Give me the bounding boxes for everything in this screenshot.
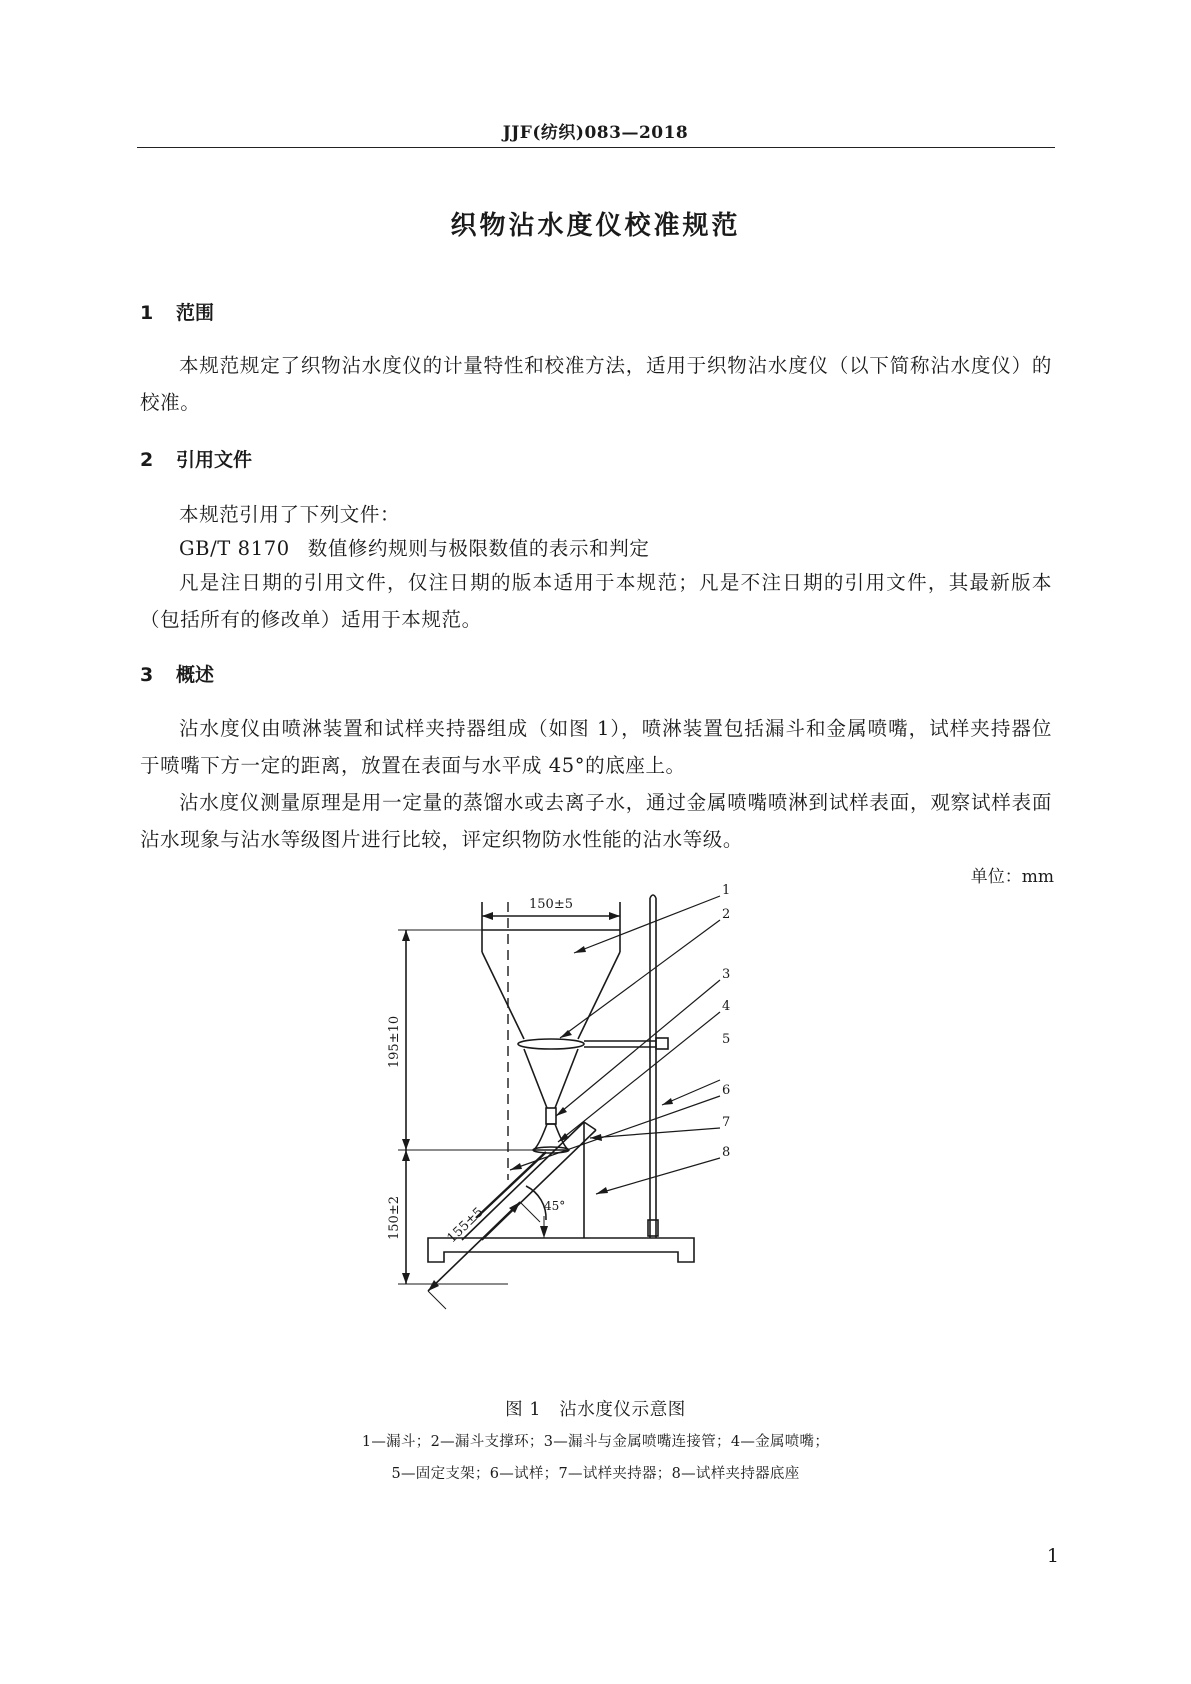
funnel-cone-left xyxy=(482,952,524,1039)
section-3-paragraph-1: 沾水度仪由喷淋装置和试样夹持器组成（如图 1），喷淋装置包括漏斗和金属喷嘴，试样夹持器位于喷嘴下方一定的距离，放置在表面与水平成 45°的底座上。 xyxy=(140,717,1052,777)
dim-funnel-width-label: 150±5 xyxy=(529,897,573,912)
section-1-heading xyxy=(140,298,214,325)
section-2-heading xyxy=(140,445,252,472)
funnel-support-ring xyxy=(518,1039,584,1049)
section-1-number: 1 xyxy=(140,302,154,324)
dim-specimen-distance-label: 155±5 xyxy=(444,1204,487,1247)
callout-2: 2 xyxy=(722,907,731,922)
document-code-header: JJF(纺织)083—2018 xyxy=(502,123,689,143)
reference-name: 数值修约规则与极限数值的表示和判定 xyxy=(307,537,650,560)
reference-entry xyxy=(179,533,649,561)
specimen-holder-back xyxy=(482,1130,596,1240)
section-2-number: 2 xyxy=(140,449,154,471)
instrument-base xyxy=(428,1238,694,1262)
section-3-heading xyxy=(140,660,214,687)
callout-1: 1 xyxy=(722,883,731,898)
figure-caption: 图 1 沾水度仪示意图 xyxy=(505,1400,686,1420)
callout-7: 7 xyxy=(722,1115,731,1130)
page-number: 1 xyxy=(1046,1545,1059,1567)
section-2-title: 引用文件 xyxy=(176,449,253,471)
section-1-title: 范围 xyxy=(176,302,215,324)
callout-6: 6 xyxy=(722,1083,731,1098)
callout-3: 3 xyxy=(722,967,731,982)
callout-5: 5 xyxy=(722,1032,731,1047)
section-3-title: 概述 xyxy=(176,664,215,686)
lower-cone-right xyxy=(555,1049,578,1108)
specimen-holder-front xyxy=(462,1122,584,1240)
dim-funnel-height-label: 195±10 xyxy=(387,1015,402,1069)
funnel-cone-right xyxy=(578,952,620,1039)
section-1-paragraph: 本规范规定了织物沾水度仪的计量特性和校准方法，适用于织物沾水度仪（以下简称沾水度仪）的校准。 xyxy=(140,354,1052,414)
callout-8: 8 xyxy=(722,1145,731,1160)
dim-nozzle-gap-label: 150±2 xyxy=(387,1196,402,1240)
section-2-intro: 本规范引用了下列文件： xyxy=(179,503,401,526)
arm-clamp xyxy=(656,1038,668,1049)
lower-cone-left xyxy=(524,1049,547,1108)
figure-legend-line-2: 5—固定支架；6—试样；7—试样夹持器；8—试样夹持器底座 xyxy=(391,1466,800,1482)
document-title: 织物沾水度仪校准规范 xyxy=(450,211,741,241)
section-3-number: 3 xyxy=(140,664,154,686)
header-rule xyxy=(137,147,1055,148)
figure-1-diagram xyxy=(387,880,818,1375)
connecting-tube xyxy=(546,1108,556,1124)
callout-4: 4 xyxy=(722,999,731,1014)
angle-label: 45° xyxy=(544,1199,566,1213)
figure-legend-line-1: 1—漏斗；2—漏斗支撑环；3—漏斗与金属喷嘴连接管；4—金属喷嘴； xyxy=(361,1434,830,1450)
reference-code: GB/T 8170 xyxy=(179,537,290,560)
specimen-holder-top xyxy=(584,1122,596,1130)
unit-label: 单位：mm xyxy=(970,867,1054,887)
section-3-paragraph-2: 沾水度仪测量原理是用一定量的蒸馏水或去离子水，通过金属喷嘴喷淋到试样表面，观察试样表面沾水现象与沾水等级图片进行比较，评定织物防水性能的沾水等级。 xyxy=(140,791,1052,851)
section-2-paragraph: 凡是注日期的引用文件，仅注日期的版本适用于本规范；凡是不注日期的引用文件，其最新版本（包括所有的修改单）适用于本规范。 xyxy=(140,571,1052,631)
